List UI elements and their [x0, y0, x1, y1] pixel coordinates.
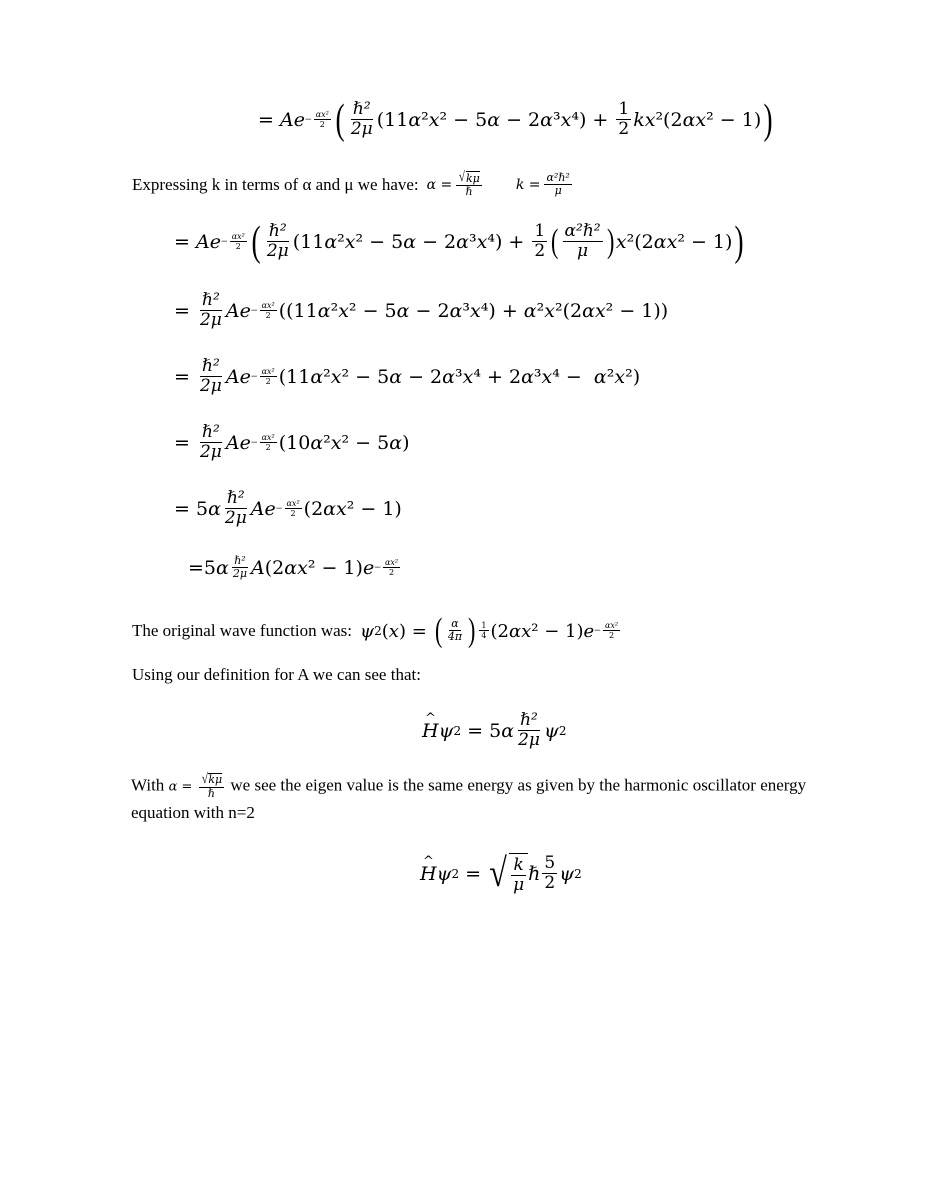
equation-line-3: = $\frac{\text{ℏ²}}{2\mu}$ Ae − $\frac{\text{αx²}}{2}$ ((11α²x² − 5α − 2α³x⁴) + α²x²(2αx² − 1)) — [174, 290, 669, 331]
equation-line-5: = $\frac{\text{ℏ²}}{2\mu}$ Ae − $\frac{\text{αx²}}{2}$ (10α²x² − 5α) — [174, 422, 410, 463]
with-paragraph: With α = √ kμ ℏ we see the eigen value is the same energy as given by the harmonic oscillator energy equation with n=2 — [131, 772, 807, 822]
equation-line-7: =5α $\frac{\text{ℏ²}}{2\mu}$ A (2αx² − 1) e − $\frac{\text{αx²}}{2}$ — [188, 554, 399, 581]
original-wave-equation: ψ 2 (x) = ( $\frac{\alpha}{4\pi}$ ) $\frac{1}{4}$ (2αx² − 1) e − $\frac{\text{αx²}}{2}$ — [360, 612, 619, 649]
with-prefix: With — [131, 775, 165, 795]
original-wave-line — [132, 609, 622, 653]
equation-line-1: = Ae − $\frac{\text{αx²}}{2}$ ( $\frac{\text{ℏ²}}{2\mu}$ (11α²x² − 5α − 2α³x⁴) + $\frac{1}{2}$ kx ²(2αx² − 1) ) — [258, 97, 773, 143]
equation-line-2: = Ae − $\frac{\text{αx²}}{2}$ ( $\frac{\text{ℏ²}}{2\mu}$ (11α²x² − 5α − 2α³x⁴) + $\frac{1}{2}$ ( $\frac{\text{α²ℏ²}}{\mu}$ ) x ²(2αx² − 1) ) — [174, 219, 744, 265]
original-wave-text: The original wave function was: — [132, 621, 352, 640]
result-equation-1: ^ H ψ 2 = 5α $\frac{\text{ℏ²}}{2\mu}$ ψ 2 — [422, 703, 566, 759]
expressing-line: Expressing k in terms of α and μ we have: α = √ kμ ℏ k = $\frac{\text{α²ℏ²}}{\mu}$ — [132, 170, 570, 199]
with-suffix: we see the eigen value is the same energy as given by the harmonic oscillator energy equation with n=2 — [131, 775, 807, 822]
equation-line-6: = 5α $\frac{\text{ℏ²}}{2\mu}$ Ae − $\frac{\text{αx²}}{2}$ (2αx² − 1) — [174, 488, 402, 529]
equation-line-4: = $\frac{\text{ℏ²}}{2\mu}$ Ae − $\frac{\text{αx²}}{2}$ (11α²x² − 5α − 2α³x⁴ + 2α³x⁴ − α²x²) — [174, 356, 641, 397]
expressing-text: Expressing k in terms of α and μ we have: — [132, 175, 419, 194]
result-equation-2: ^ H ψ 2 = √ $\frac{k}{\mu}$ ℏ $\frac{5}{2}$ ψ 2 — [420, 842, 582, 906]
using-line: Using our definition for A we can see that: — [132, 665, 421, 684]
